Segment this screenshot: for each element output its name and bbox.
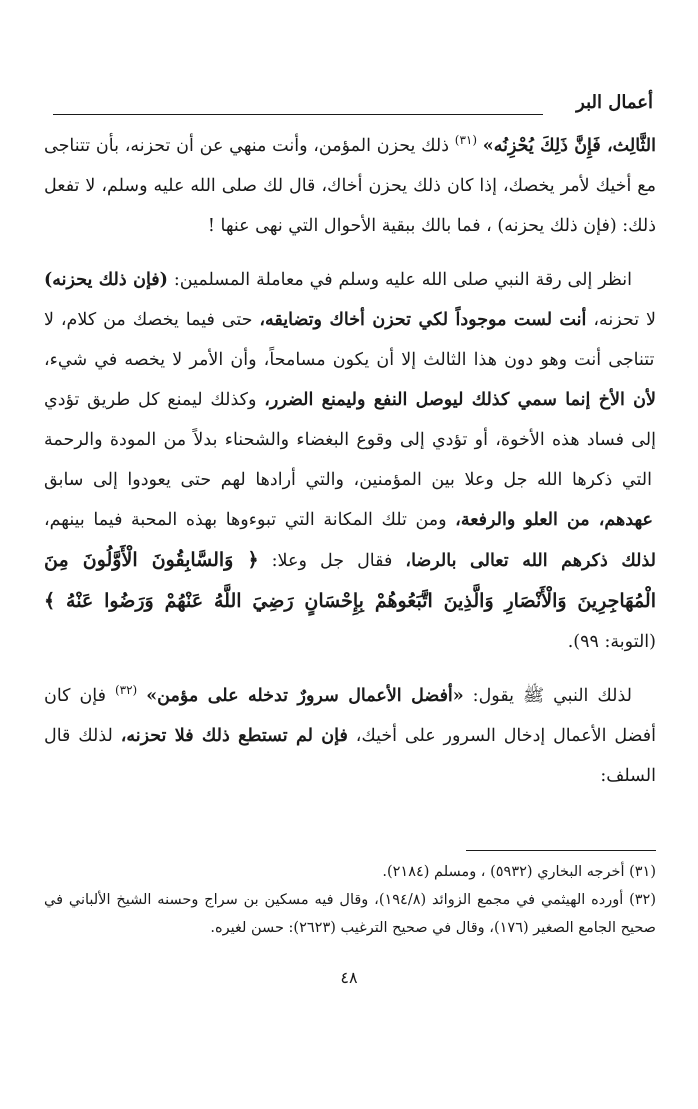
main-text <box>44 126 656 796</box>
footnote-ref-32[interactable]: (٣٢) <box>114 683 138 698</box>
p2-text-2: لا تحزنه، <box>586 310 656 330</box>
header-title: أعمال البر <box>576 92 653 113</box>
running-header <box>53 92 653 122</box>
footnote-divider <box>466 850 656 851</box>
paragraph-1-text: ذلك يحزن المؤمن، وأنت منهي عن أن تحزنه، بأن تتناجى مع أخيك لأمر يخصك، إذا كان ذلك يحزن أخاك، قال لك صلى الله عليه وسلم، لا تفعل ذلك: (فإن ذلك يحزنه) ، فما بالك ببقية الأحوال التي نهى عنها ! <box>44 136 656 236</box>
verse-citation: (التوبة: ٩٩). <box>567 632 656 652</box>
p2-text-6: فقال جل وعلا: <box>258 551 393 571</box>
p3-text-2: فإن كان أفضل الأعمال إدخال السرور على أخيك، <box>44 686 657 746</box>
footnote-32: (٣٢) أورده الهيثمي في مجمع الزوائد (١٩٤/٨)، وقال فيه مسكين بن سراج وحسنه الشيخ الألباني في صحيح الجامع الصغير (١٧٦)، وقال في صحيح الترغيب (٢٦٢٣): حسن لغيره. <box>44 892 656 936</box>
page-number: ٤٨ <box>340 968 358 987</box>
p3-bold-2: فإن لم تستطع ذلك فلا تحزنه، <box>120 726 348 746</box>
p3-text-1: لذلك النبي ﷺ يقول: <box>463 686 632 706</box>
footnotes <box>44 858 656 942</box>
quran-verse: ﴿ وَالسَّابِقُونَ الْأَوَّلُونَ مِنَ الْمُهَاجِرِينَ وَالْأَنْصَارِ وَالَّذِينَ اتَّبَعُوهُمْ بِإِحْسَانٍ رَضِيَ اللَّهُ عَنْهُمْ وَرَضُوا عَنْهُ ﴾ <box>44 549 656 612</box>
p2-bold-3: لأن الأخ إنما سمي كذلك ليوصل النفع وليمنع الضرر، <box>264 390 656 410</box>
hadith-ending: الثَّالِث، فَإِنَّ ذَلِكَ يُحْزِنُه» <box>482 136 656 156</box>
p2-text-5: ومن تلك المكانة التي تبوءوها بهذه المحبة فيما بينهم، <box>44 510 447 530</box>
p3-hadith: «أفضل الأعمال سرورٌ تدخله على مؤمن» <box>146 686 464 706</box>
p2-text-4: وكذلك ليمنع كل طريق تؤدي إلى فساد هذه الأخوة، أو تؤدي إلى وقوع البغضاء والشحناء بدلاً من المودة والرحمة التي ذكرها الله جل وعلا بين المؤمنين، والتي أرادها لهم حتى يعودوا إلى سابق <box>44 390 656 490</box>
footnote-31: (٣١) أخرجه البخاري (٥٩٣٢) ، ومسلم (٢١٨٤). <box>382 864 656 880</box>
paragraph-1 <box>44 126 656 246</box>
paragraph-2 <box>44 260 656 662</box>
footnote-ref-31[interactable]: (٣١) <box>454 133 478 148</box>
p2-bold-1: (فإن ذلك يحزنه) <box>44 270 168 290</box>
p2-bold-4: عهدهم، من العلو والرفعة، <box>455 510 653 530</box>
p2-text-1: انظر إلى رقة النبي صلى الله عليه وسلم في معاملة المسلمين: <box>167 270 632 290</box>
header-rule <box>53 114 543 115</box>
p2-bold-5: لذلك ذكرهم الله تعالى بالرضا، <box>405 551 656 571</box>
p3-text-3: لذلك قال السلف: <box>44 726 656 786</box>
p2-text-3: حتى فيما يخصك من كلام، لا تتناجى أنت وهو دون هذا الثالث إلا أن يكون مسامحاً، وأن الأمر لا يخصه في شيء، <box>44 310 655 370</box>
paragraph-3 <box>44 676 656 796</box>
p2-bold-2: أنت لست موجوداً لكي تحزن أخاك وتضايقه، <box>259 310 587 330</box>
